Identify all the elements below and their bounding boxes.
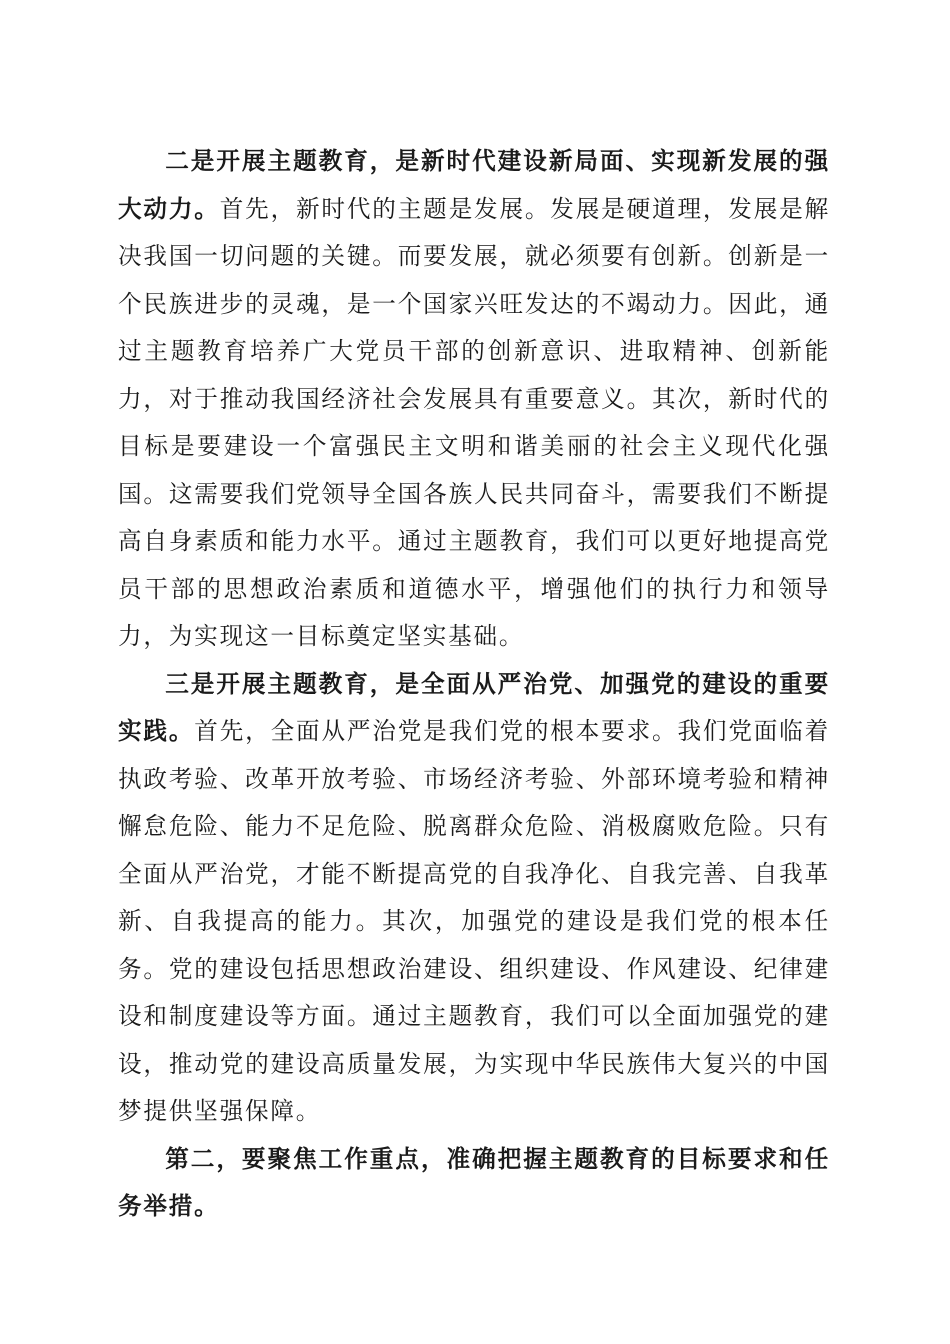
paragraph-second-point bbox=[118, 138, 830, 661]
paragraph-lead: 三是开展主题教育，是全面从严治党、加强党的建设的重要实践。 bbox=[118, 669, 830, 745]
paragraph-third-point bbox=[118, 661, 830, 1136]
paragraph-lead: 第二，要聚焦工作重点，准确把握主题教育的目标要求和任务举措。 bbox=[118, 1144, 830, 1220]
paragraph-lead: 二是开展主题教育，是新时代建设新局面、实现新发展的强大动力。 bbox=[118, 147, 830, 223]
document-body bbox=[118, 138, 830, 1231]
paragraph-section-heading bbox=[118, 1136, 830, 1231]
paragraph-text: 首先，全面从严治党是我们党的根本要求。我们党面临着执政考验、改革开放考验、市场经济考验、外部环境考验和精神懈怠危险、能力不足危险、脱离群众危险、消极腐败危险。只有全面从严治党，才能不断提高党的自我净化、自我完善、自我革新、自我提高的能力。其次，加强党的建设是我们党的根本任务。党的建设包括思想政治建设、组织建设、作风建设、纪律建设和制度建设等方面。通过主题教育，我们可以全面加强党的建设，推动党的建设高质量发展，为实现中华民族伟大复兴的中国梦提供坚强保障。 bbox=[118, 717, 830, 1125]
paragraph-text: 首先，新时代的主题是发展。发展是硬道理，发展是解决我国一切问题的关键。而要发展，就必须要有创新。创新是一个民族进步的灵魂，是一个国家兴旺发达的不竭动力。因此，通过主题教育培养广大党员干部的创新意识、进取精神、创新能力，对于推动我国经济社会发展具有重要意义。其次，新时代的目标是要建设一个富强民主文明和谐美丽的社会主义现代化强国。这需要我们党领导全国各族人民共同奋斗，需要我们不断提高自身素质和能力水平。通过主题教育，我们可以更好地提高党员干部的思想政治素质和道德水平，增强他们的执行力和领导力，为实现这一目标奠定坚实基础。 bbox=[118, 194, 830, 650]
